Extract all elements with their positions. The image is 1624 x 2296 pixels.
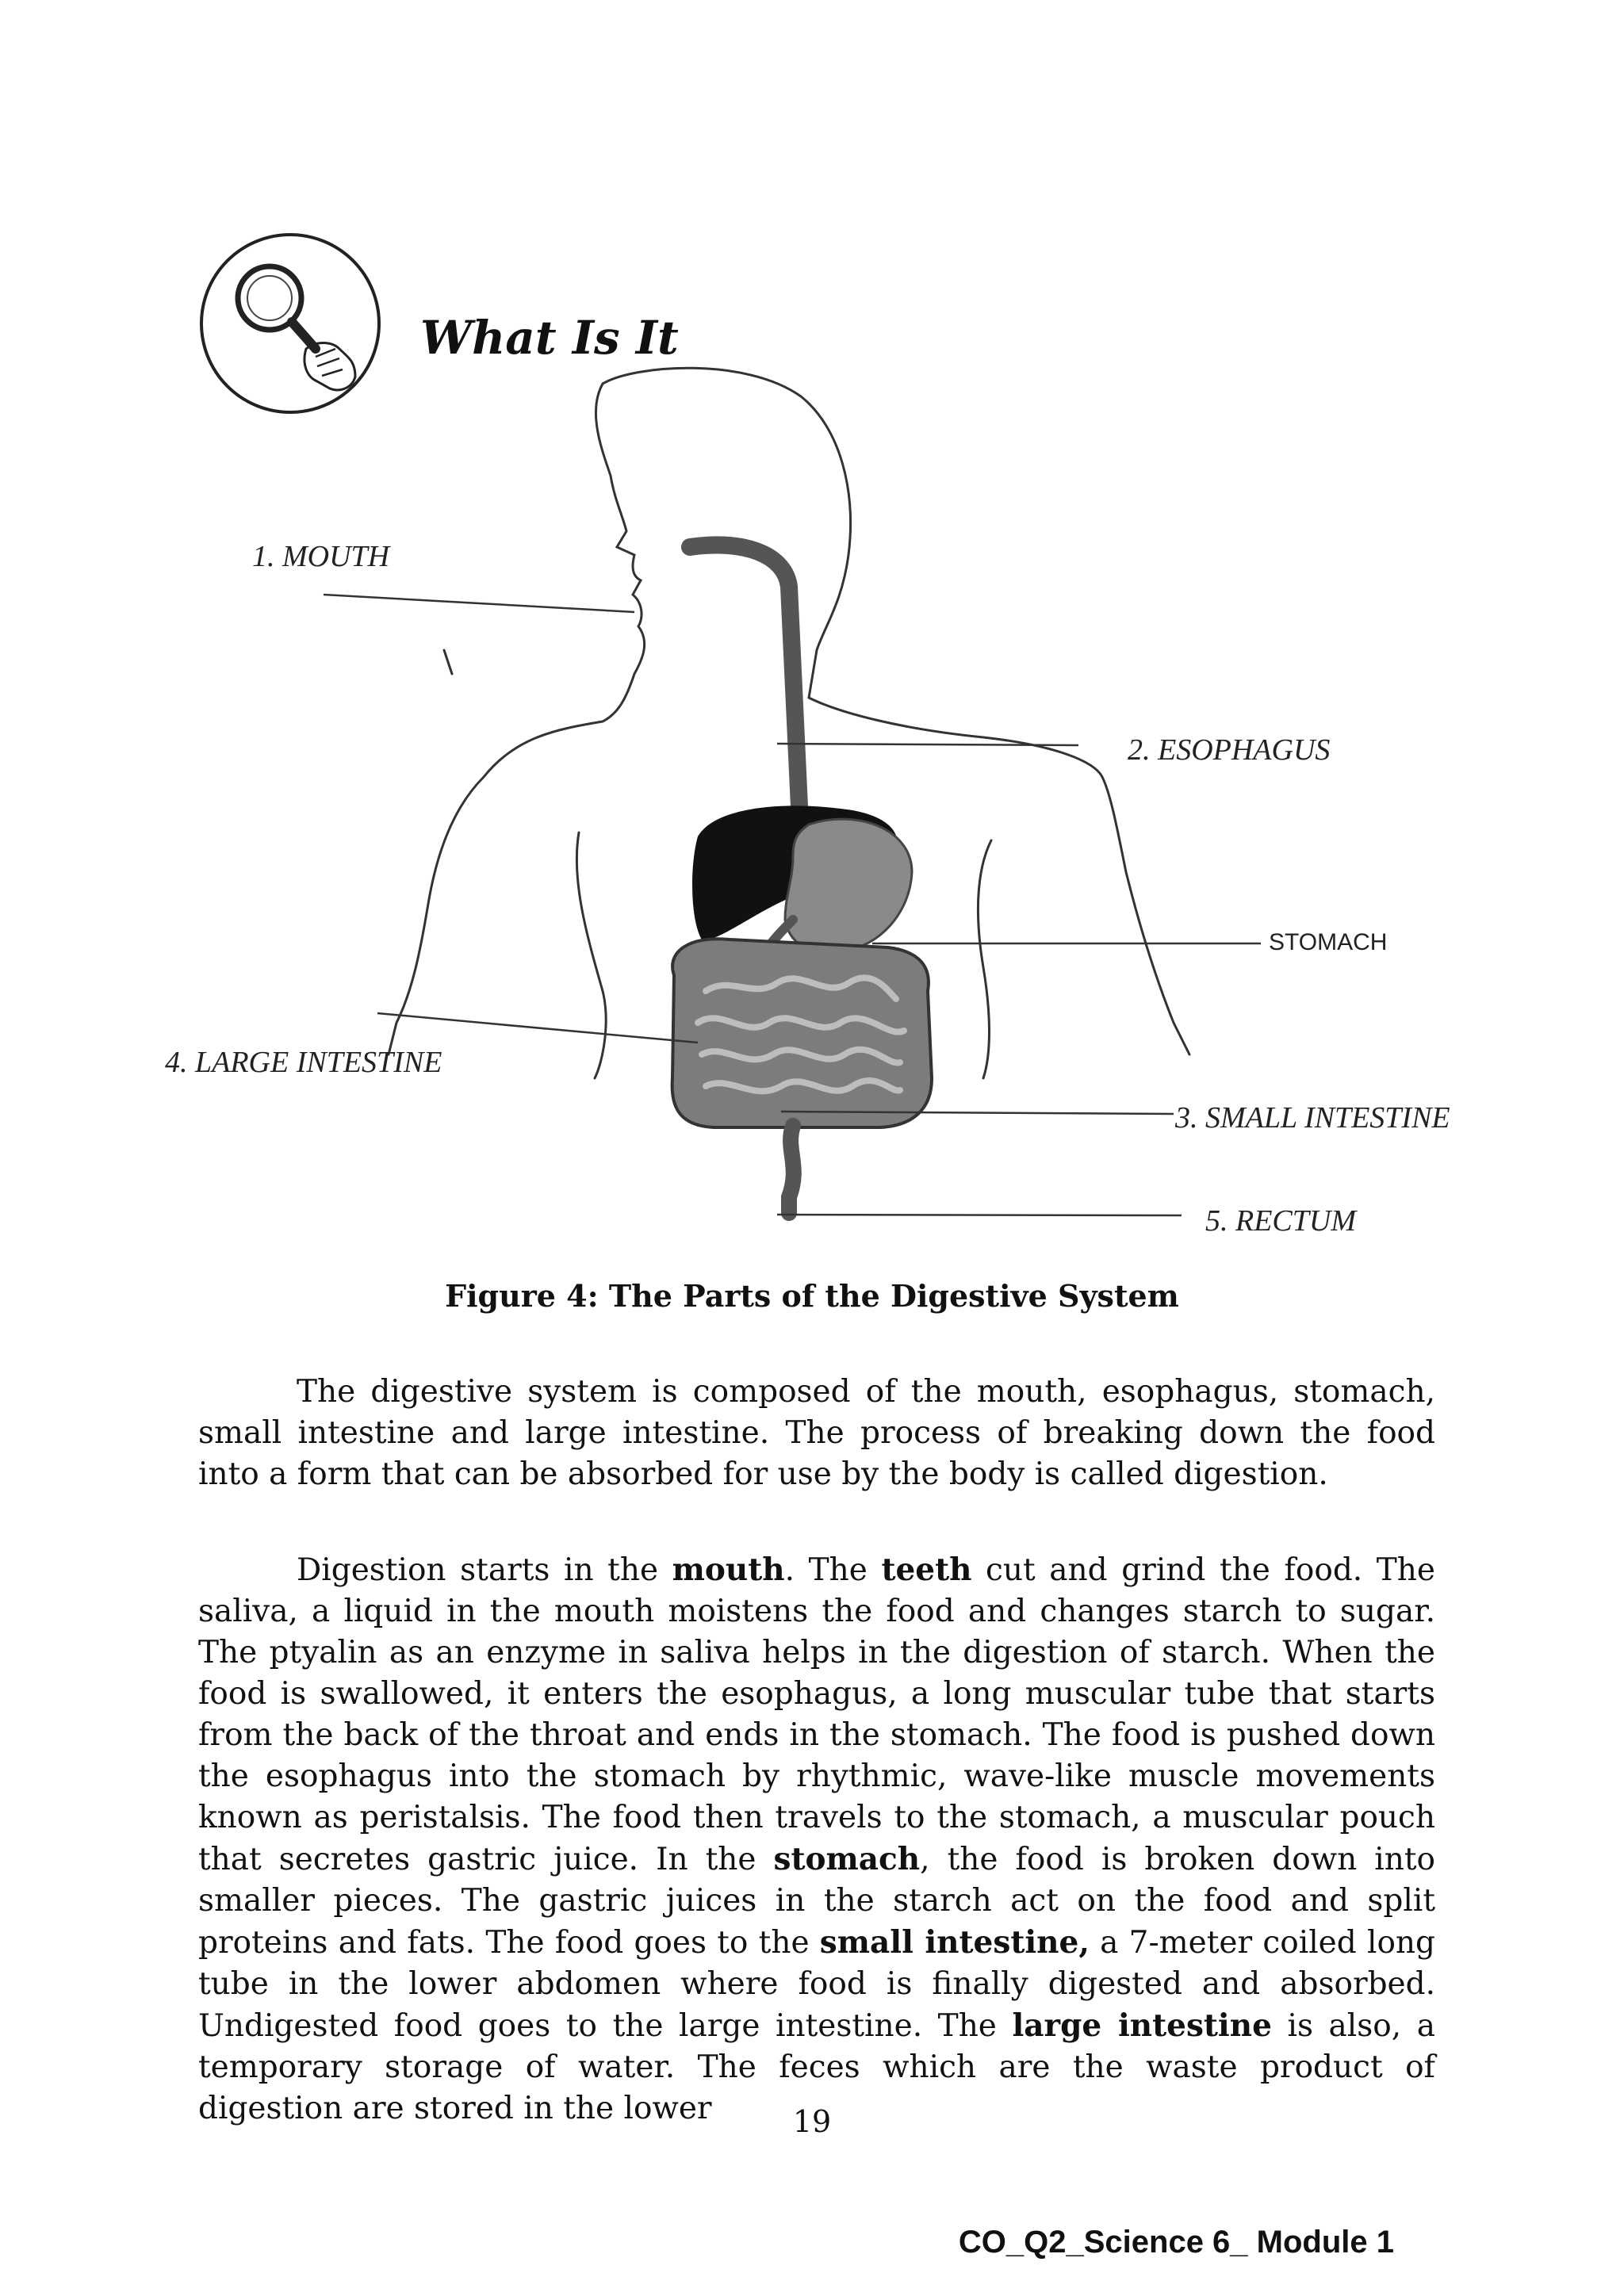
label-mouth: 1. MOUTH (252, 540, 390, 573)
footer-module-code: CO_Q2_Science 6_ Module 1 (958, 2225, 1394, 2260)
term-mouth: mouth (672, 1552, 785, 1588)
esophagus-shape (690, 545, 801, 840)
label-stomach: STOMACH (1269, 929, 1388, 955)
term-small-intestine: small intestine, (819, 1924, 1090, 1961)
term-stomach: stomach (773, 1841, 921, 1877)
label-esophagus: 2. ESOPHAGUS (1128, 733, 1331, 767)
label-rectum: 5. RECTUM (1205, 1204, 1356, 1238)
stomach-shape (785, 819, 912, 952)
label-large-intestine: 4. LARGE INTESTINE (165, 1046, 442, 1079)
digestive-system-diagram (0, 365, 1624, 1269)
figure-caption: Figure 4: The Parts of the Digestive System (445, 1278, 1179, 1314)
term-teeth: teeth (881, 1552, 972, 1588)
label-small-intestine: 3. SMALL INTESTINE (1175, 1101, 1450, 1135)
section-title: What Is It (420, 311, 679, 365)
term-large-intestine: large intestine (1012, 2007, 1272, 2044)
intestines-shape (672, 939, 932, 1213)
page-number: 19 (792, 2104, 832, 2139)
paragraph-1: The digestive system is composed of the mouth, esophagus, stomach, small intestine and large intestine. The process of breaking down the food into a form that can be absorbed for use by the body is called digestion. (198, 1374, 1435, 1492)
paragraph-2: Digestion starts in the mouth. The teeth cut and grind the food. The saliva, a liquid in the mouth moistens the food and changes starch to sugar. The ptyalin as an enzyme in saliva helps in the digestion of starch. When the food is swallowed, it enters the esophagus, a long muscular tube that starts from the back of the throat and ends in the stomach. The food is pushed down the esophagus into the stomach by rhythmic, wave-like muscle movements known as peristalsis. The food then travels to the stomach, a muscular pouch that secretes gastric juice. In the stomach, the food is broken down into smaller pieces. The gastric juices in the starch act on the food and split proteins and fats. The food goes to the small intestine, a 7-meter coiled long tube in the lower abdomen where food is finally digested and absorbed. Undigested food goes to the large intestine. The large intestine is also, a temporary storage of water. The feces which are the waste product of digestion are stored in the lower (198, 1552, 1436, 2126)
